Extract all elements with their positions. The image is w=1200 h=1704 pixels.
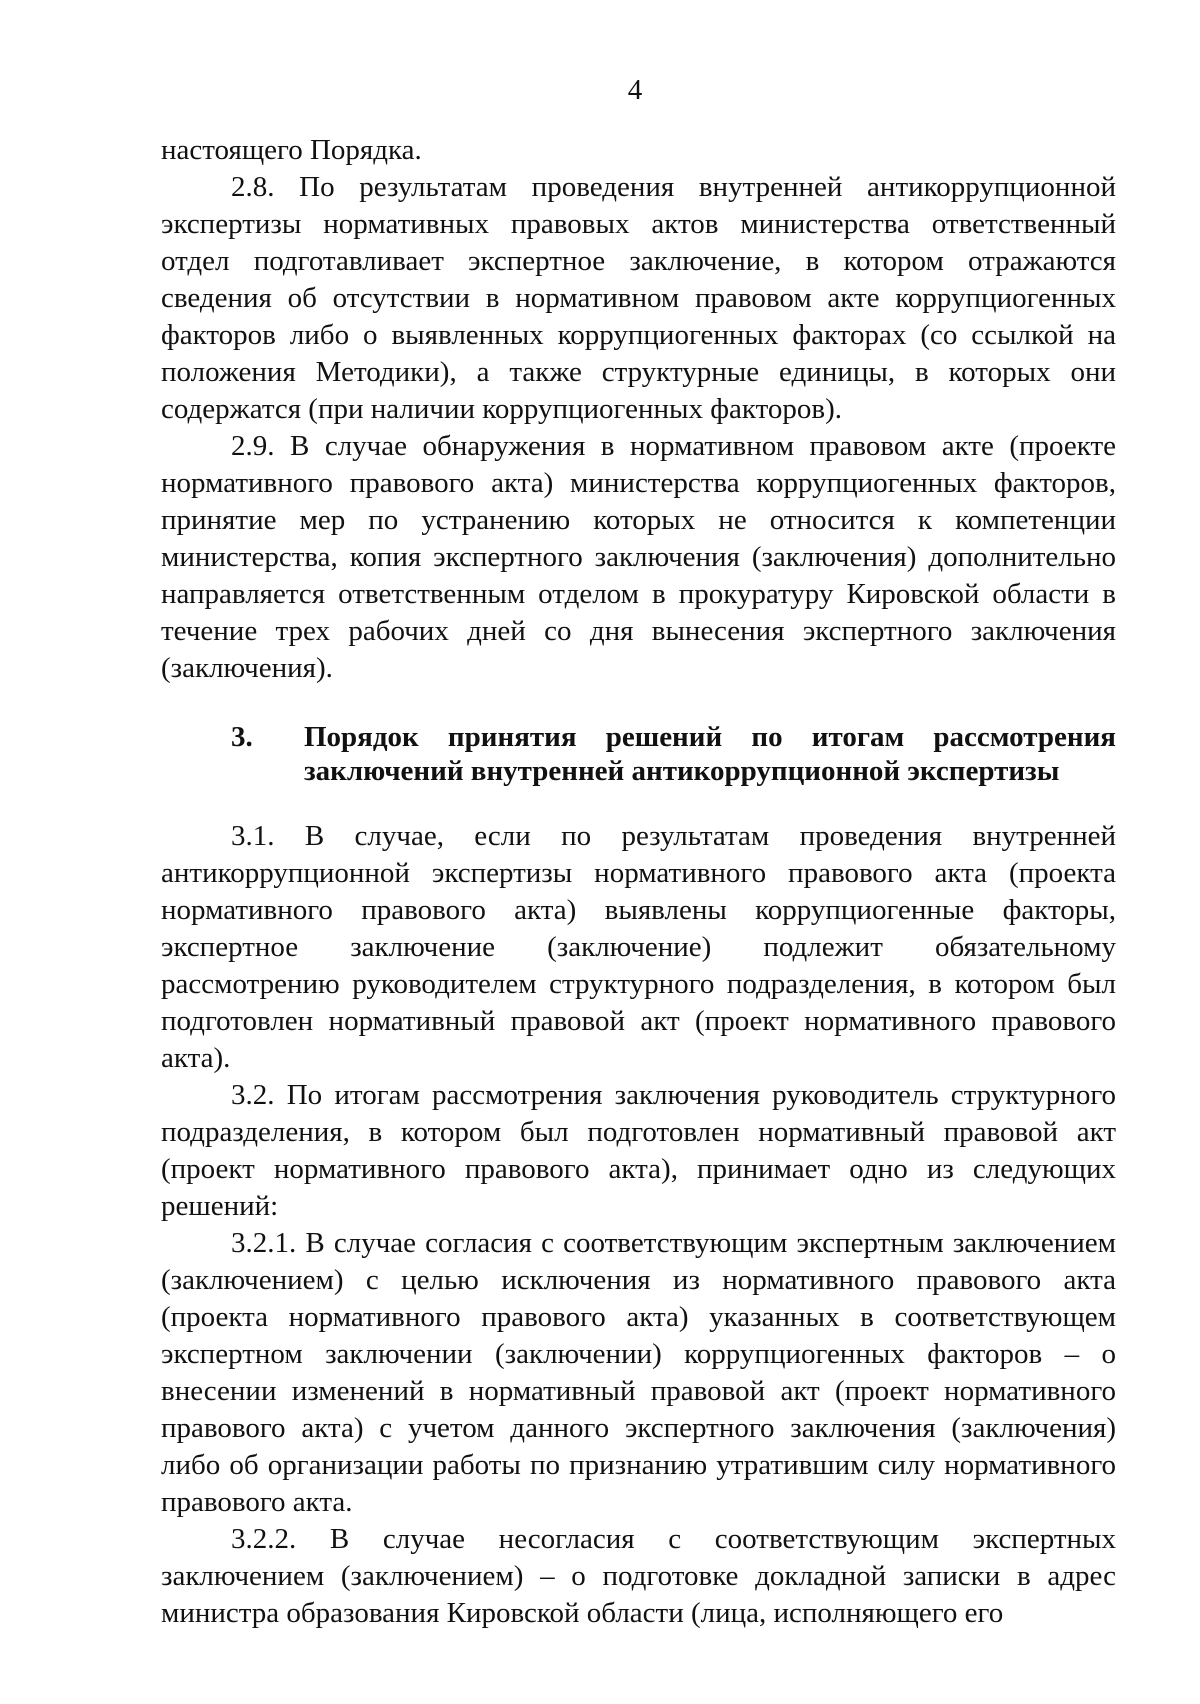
body-text-lower — [161, 818, 1116, 1632]
section-heading — [161, 720, 1116, 788]
continuation-line: настоящего Порядка. — [161, 134, 422, 166]
section-title-line1: Порядок принятия решений по итогам рассмотрения — [304, 721, 1116, 753]
paragraph-2-8: 2.8. По результатам проведения внутренней антикоррупционной экспертизы нормативных правовых актов министерства ответственный отдел подготавливает экспертное заключение, в котором отражаются сведения об отсутствии в нормативном правовом акте коррупциогенных факторов либо о выявленных коррупциогенных факторах (со ссылкой на положения Методики), а также структурные единицы, в которых они содержатся (при наличии коррупциогенных факторов). — [161, 171, 1116, 425]
paragraph-3-2-2: 3.2.2. В случае несогласия с соответствующим экспертных заключением (заключением) – о подготовке докладной записки в адрес министра образования Кировской области (лица, исполняющего его — [161, 1523, 1116, 1629]
page-number: 4 — [627, 74, 643, 106]
paragraph-2-9: 2.9. В случае обнаружения в нормативном правовом акте (проекте нормативного правового акта) министерства коррупциогенных факторов, принятие мер по устранению которых не относится к компетенции министерства, копия экспертного заключения (заключения) дополнительно направляется ответственным отделом в прокуратуру Кировской области в течение трех рабочих дней со дня вынесения экспертного заключения (заключения). — [161, 430, 1116, 684]
paragraph-3-2: 3.2. По итогам рассмотрения заключения руководитель структурного подразделения, в котором был подготовлен нормативный правовой акт (проект нормативного правового акта), принимает одно из следующих решений: — [161, 1079, 1116, 1222]
section-number: 3. — [231, 721, 253, 753]
paragraph-3-2-1: 3.2.1. В случае согласия с соответствующим экспертным заключением (заключением) с целью исключения из нормативного правового акта (проекта нормативного правового акта) указанных в соответствующем экспертном заключении (заключении) коррупциогенных факторов – о внесении изменений в нормативный правовой акт (проект нормативного правового акта) с учетом данного экспертного заключения (заключения) либо об организации работы по признанию утратившим силу нормативного правового акта. — [161, 1227, 1116, 1518]
body-text-upper — [161, 132, 1116, 687]
paragraph-3-1: 3.1. В случае, если по результатам проведения внутренней антикоррупционной экспертизы нормативного правового акта (проекта нормативного правового акта) выявлены коррупциогенные факторы, экспертное заключение (заключение) подлежит обязательному рассмотрению руководителем структурного подразделения, в котором был подготовлен нормативный правовой акт (проект нормативного правового акта). — [161, 820, 1116, 1074]
section-title — [304, 720, 1116, 788]
section-title-line2: заключений внутренней антикоррупционной экспертизы — [304, 755, 1060, 787]
